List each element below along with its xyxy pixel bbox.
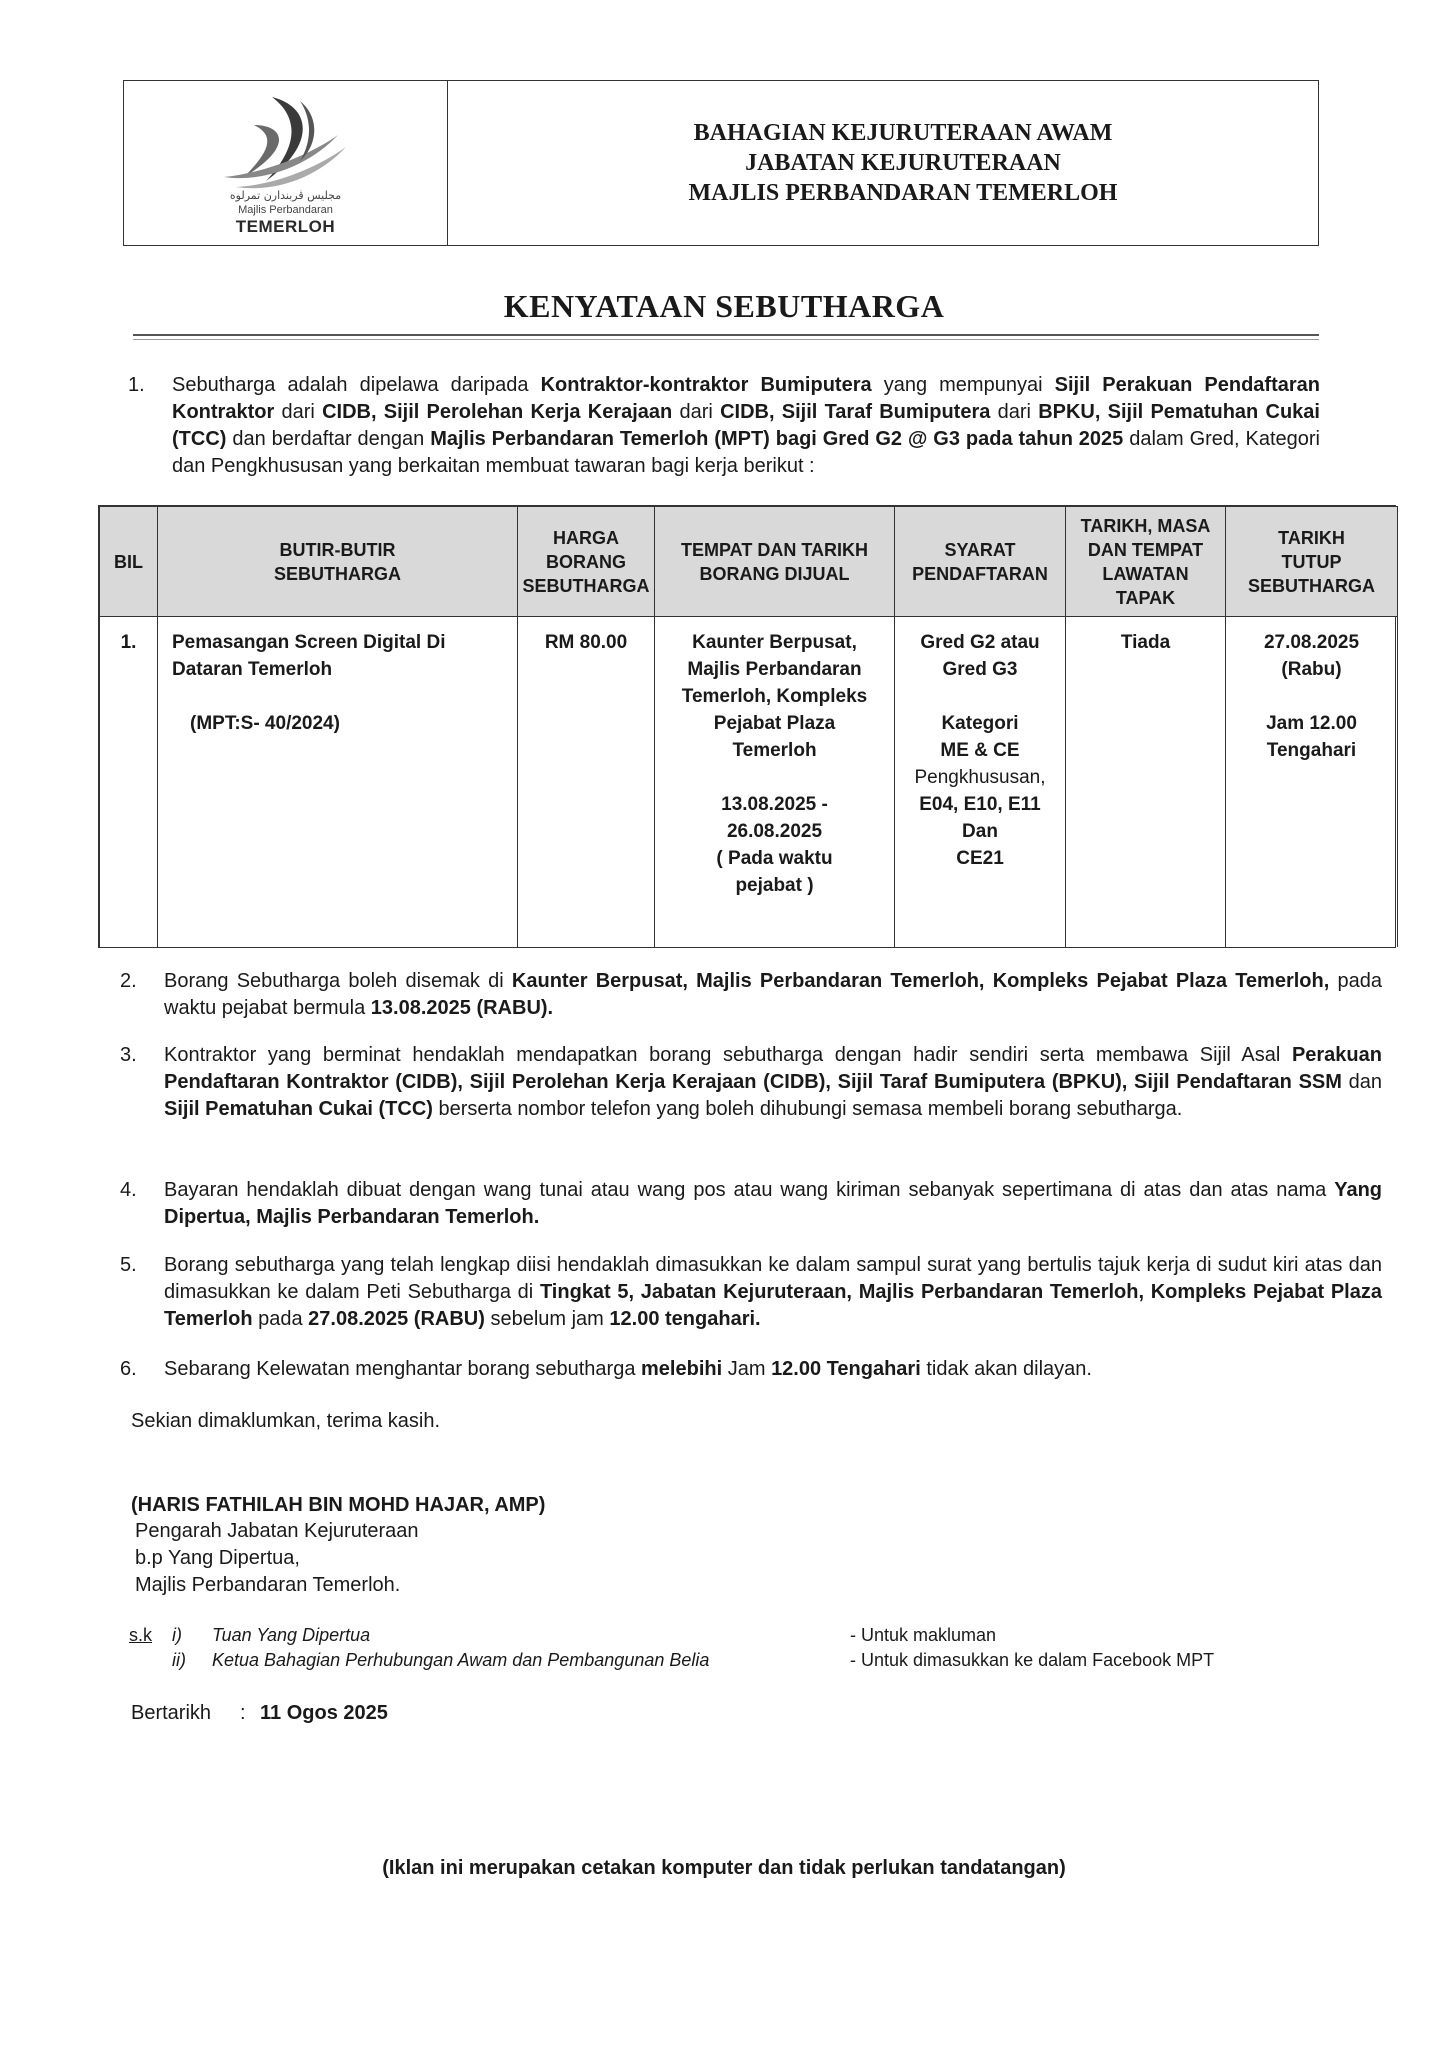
paragraph-number: 3. (120, 1044, 137, 1066)
cell-tempat: Kaunter Berpusat, Majlis Perbandaran Temerloh, Kompleks Pejabat Plaza Temerloh 13.08.2025 - 26.08.2025 ( Pada waktu pejabat ) (655, 617, 895, 948)
cell-syarat: Gred G2 atau Gred G3 Kategori ME & CE Pengkhususan, E04, E10, E11 Dan CE21 (895, 617, 1066, 948)
header-harga: HARGA BORANG SEBUTHARGA (518, 507, 655, 617)
header-syarat: SYARAT PENDAFTARAN (895, 507, 1066, 617)
header-butir: BUTIR-BUTIR SEBUTHARGA (158, 507, 518, 617)
paragraph-number: 4. (120, 1179, 137, 1201)
cell-tutup: 27.08.2025 (Rabu) Jam 12.00 Tengahari (1226, 617, 1398, 948)
paragraph-number: 5. (120, 1254, 137, 1276)
signatory-line: Majlis Perbandaran Temerloh. (135, 1574, 401, 1596)
department-line: BAHAGIAN KEJURUTERAAN AWAM (693, 120, 1113, 146)
closing-line: Sekian dimaklumkan, terima kasih. (131, 1410, 441, 1432)
sk-item-text: Ketua Bahagian Perhubungan Awam dan Pembangunan Belia (212, 1650, 710, 1670)
paragraph-5: 5. Borang sebutharga yang telah lengkap diisi hendaklah dimasukkan ke dalam sampul surat yang bertulis tajuk kerja di sudut kiri atas dan dimasukkan ke dalam Peti Sebutharga di Tingkat 5, Jabatan Kejuruteraan, Majlis Perbandaran Temerloh, Kompleks Pejabat Plaza Temerloh pada 27.08.2025 (RABU) sebelum jam 12.00 tengahari. (120, 1254, 1382, 1330)
council-logo-icon (214, 95, 364, 195)
signatory-line: b.p Yang Dipertua, (135, 1547, 300, 1569)
paragraph-number: 2. (120, 970, 137, 992)
sk-item-number: i) (172, 1625, 182, 1645)
title-divider (133, 334, 1319, 336)
header-bil: BIL (100, 507, 158, 617)
date-colon: : (240, 1702, 246, 1724)
header-tempat: TEMPAT DAN TARIKH BORANG DIJUAL (655, 507, 895, 617)
title-divider (133, 339, 1319, 340)
document-title: KENYATAAN SEBUTHARGA (503, 288, 945, 324)
paragraph-number: 6. (120, 1358, 137, 1380)
cell-butir: Pemasangan Screen Digital Di Dataran Temerloh (MPT:S- 40/2024) (158, 617, 518, 948)
paragraph-6: 6. Sebarang Kelewatan menghantar borang sebutharga melebihi Jam 12.00 Tengahari tidak akan dilayan. (164, 1356, 1382, 1383)
signatory-title: Pengarah Jabatan Kejuruteraan (135, 1520, 419, 1542)
sk-item-number: ii) (172, 1650, 186, 1670)
header-tutup: TARIKH TUTUP SEBUTHARGA (1226, 507, 1398, 617)
logo-jawi-text: مجليس ڤربندارن تمرلوه (229, 189, 342, 202)
logo-subtitle: Majlis Perbandaran (238, 204, 333, 216)
paragraph-3: 3. Kontraktor yang berminat hendaklah mendapatkan borang sebutharga dengan hadir sendiri serta membawa Sijil Asal Perakuan Pendaftaran Kontraktor (CIDB), Sijil Perolehan Kerja Kerajaan (CIDB), Sijil Taraf Bumiputera (BPKU), Sijil Pendaftaran SSM dan Sijil Pematuhan Cukai (TCC) berserta nombor telefon yang boleh dihubungi semasa membeli borang sebutharga. (120, 1044, 1382, 1120)
cell-bil: 1. (100, 617, 158, 948)
logo-cell (124, 81, 448, 245)
department-block (448, 81, 1318, 245)
header-lawatan: TARIKH, MASA DAN TEMPAT LAWATAN TAPAK (1066, 507, 1226, 617)
computer-print-note: (Iklan ini merupakan cetakan komputer dan tidak perlukan tandatangan) (382, 1857, 1066, 1879)
quotation-table (98, 505, 1396, 948)
table-row (100, 617, 1398, 948)
department-line: JABATAN KEJURUTERAAN (745, 150, 1061, 176)
department-line: MAJLIS PERBANDARAN TEMERLOH (688, 180, 1118, 206)
letterhead (123, 80, 1319, 246)
logo-name: TEMERLOH (235, 217, 336, 236)
cell-harga: RM 80.00 (518, 617, 655, 948)
table-header-row (100, 507, 1398, 617)
paragraph-1: 1. Sebutharga adalah dipelawa daripada Kontraktor-kontraktor Bumiputera yang mempunyai Sijil Perakuan Pendaftaran Kontraktor dari CIDB, Sijil Perolehan Kerja Kerajaan dari CIDB, Sijil Taraf Bumiputera dari BPKU, Sijil Pematuhan Cukai (TCC) dan berdaftar dengan Majlis Perbandaran Temerloh (MPT) bagi Gred G2 @ G3 pada tahun 2025 dalam Gred, Kategori dan Pengkhususan yang berkaitan membuat tawaran bagi kerja berikut : (128, 374, 1321, 477)
date-value: 11 Ogos 2025 (260, 1702, 388, 1724)
paragraph-4: 4. Bayaran hendaklah dibuat dengan wang tunai atau wang pos atau wang kiriman sebanyak sepertimana di atas dan atas nama Yang Dipertua, Majlis Perbandaran Temerloh. (120, 1179, 1382, 1228)
sk-item-text: Tuan Yang Dipertua (212, 1625, 371, 1645)
sk-item-note: - Untuk dimasukkan ke dalam Facebook MPT (850, 1650, 1215, 1670)
sk-label: s.k (129, 1625, 153, 1645)
paragraph-2: 2. Borang Sebutharga boleh disemak di Kaunter Berpusat, Majlis Perbandaran Temerloh, Kompleks Pejabat Plaza Temerloh, pada waktu pejabat bermula 13.08.2025 (RABU). (120, 970, 1382, 1019)
sk-item-note: - Untuk makluman (850, 1625, 997, 1645)
signatory-name: (HARIS FATHILAH BIN MOHD HAJAR, AMP) (131, 1494, 546, 1516)
cell-lawatan: Tiada (1066, 617, 1226, 948)
date-label: Bertarikh (131, 1702, 212, 1724)
paragraph-number: 1. (128, 374, 145, 396)
